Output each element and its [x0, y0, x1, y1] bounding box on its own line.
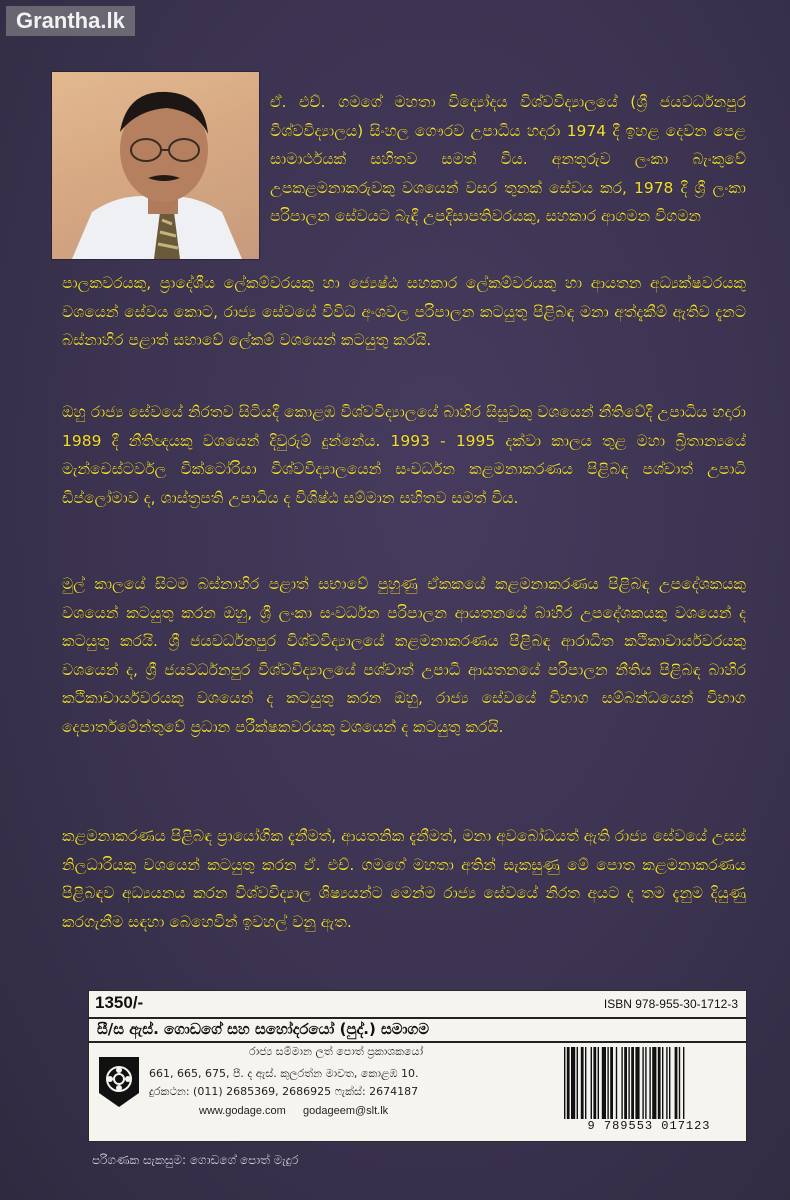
bio-paragraph-3: මුල් කාලයේ සිටම බස්නාහිර පළාත් සභාවේ පුහුණු ඒකකයේ කළමනාකරණය පිළිබඳ උපදේශකයකු වශයෙන් කටයුතු කරන ඔහු, ශ්‍රී ලංකා සංවර්ධන පරිපාලන ආයතනයේ බාහිර උපදේශකයකු වශයෙන් ද කටයුතු කරයි. ශ්‍රී ජයවර්ධනපුර විශ්වවිද්‍යාලයේ කළමනාකරණය පිළිබඳ ආරාධිත කථිකාචාර්යවරයකු වශයෙන් ද, ශ්‍රී ජයවර්ධනපුර විශ්වවිද්‍යාලයේ පශ්චාත් උපාධි ආයතනයේ පරිපාලන නීතිය පිළිබඳ බාහිර කථිකාචාර්යවරයකු වශයෙන් ද කටයුතු කරන ඔහු, රාජ්‍ය සේවයේ විභාග සම්බන්ධයෙන් විභාග දෙපාර්තමේන්තුවේ ප්‍රධාන පරීක්ෂකවරයකු වශයෙන් ද කටයුතු කරයි.: [62, 575, 746, 736]
publisher-tagline: රාජ්‍ය සම්මාන ලත් පොත් ප්‍රකාශකයෝ: [249, 1045, 424, 1058]
site-watermark: Grantha.lk: [6, 6, 135, 36]
barcode-digits: 9 789553 017123: [560, 1119, 738, 1133]
publisher-website[interactable]: www.godage.com: [199, 1105, 286, 1117]
bio-paragraph-1-top: ඒ. එච්. ගමගේ මහතා විද්‍යෝදය විශ්වවිද්‍යාලයේ (ශ්‍රී ජයවර්ධනපුර විශ්වවිද්‍යාලය) සිංහල ගෞරව උපාධිය හදාරා 1974 දී ඉහළ දෙවන පෙළ සාමාර්ථයක් සහිතව සමත් විය. අනතුරුව ලංකා බැංකුවේ උපකළමනාකරුවකු වශයෙන් වසර තුනක් සේවය කර, 1978 දී ශ්‍රී ලංකා පරිපාලන සේවයට බැඳී උපදිසාපතිවරයකු, සහකාර ආගමන විගමන: [270, 93, 746, 226]
publisher-name-bar: [89, 1019, 746, 1043]
publisher-phones: දුරකථන: (011) 2685369, 2686925 ෆැක්ස්: 2674187: [149, 1085, 419, 1098]
publisher-panel: [88, 990, 747, 1142]
publisher-address: 661, 665, 675, පී. ද ඇස්. කුලරත්න මාවත, කොළඹ 10.: [149, 1067, 419, 1080]
author-photo: [52, 72, 259, 259]
publisher-logo-icon: [95, 1053, 143, 1109]
publisher-name: සී/ස ඇස්. ගොඩගේ සහ සහෝදරයෝ (පුද්.) සමාගම: [97, 1020, 430, 1038]
bio-paragraph-2: ඔහු රාජ්‍ය සේවයේ නිරතව සිටියදී කොළඹ විශ්වවිද්‍යාලයේ බාහිර සිසුවකු වශයෙන් නීතිවේදී උපාධිය හදාරා 1989 දී නීතිඥයකු වශයෙන් දිවුරුම් දුන්නේය. 1993 - 1995 දක්වා කාලය තුළ මහා බ්‍රිතාන්‍යයේ මැන්චෙස්ටර්වල වික්ටෝරියා විශ්වවිද්‍යාලයෙන් සංවර්ධන කළමනාකරණය පිළිබඳ පශ්චාත් උපාධි ඩිප්ලෝමාව ද, ශාස්ත්‍රපති උපාධිය ද විශිෂ්ඨ සම්මාන සහිතව සමත් විය.: [62, 403, 746, 507]
price: 1350/-: [95, 993, 144, 1012]
typesetting-credit: පරිගණක සැකසුම: ගොඩගේ පොත් මැදුර: [92, 1153, 299, 1167]
isbn: ISBN 978-955-30-1712-3: [603, 997, 738, 1011]
bio-paragraph-4: කළමනාකරණය පිළිබඳ ප්‍රායෝගික දැනීමත්, ආයතනික දැනීමත්, මනා අවබෝධයත් ඇති රාජ්‍ය සේවයේ උසස් නිලධාරියකු වශයෙන් කටයුතු කරන ඒ. එච්. ගමගේ මහතා අතින් සැකසුණු මේ පොත කළමනාකරණය පිළිබඳව අධ්‍යයනය කරන විශ්වවිද්‍යාල ශිෂ්‍යයන්ට මෙන්ම රාජ්‍ය සේවයේ නිරත අයට ද තම දැනුම දියුණු කරගැනීම සඳහා බෙහෙවින් ඉවහල් වනු ඇත.: [62, 827, 746, 931]
publisher-email[interactable]: godageem@slt.lk: [303, 1105, 389, 1117]
price-row: [89, 991, 746, 1019]
bio-paragraph-1-rest: පාලකවරයකු, ප්‍රාදේශීය ලේකම්වරයකු හා ජ්‍යෙෂ්ඨ සහකාර ලේකම්වරයකු හා ආයතන අධ්‍යක්ෂවරයකු වශයෙන් සේවය කොට, රාජ්‍ය සේවයේ විවිධ අංශවල පරිපාලන කටයුතු පිළිබඳ මනා අත්දැකීම් ඇතිව දැනට බස්නාහිර පළාත් සභාවේ ලේකම් වශයෙන් කටයුතු කරයි.: [62, 274, 746, 350]
